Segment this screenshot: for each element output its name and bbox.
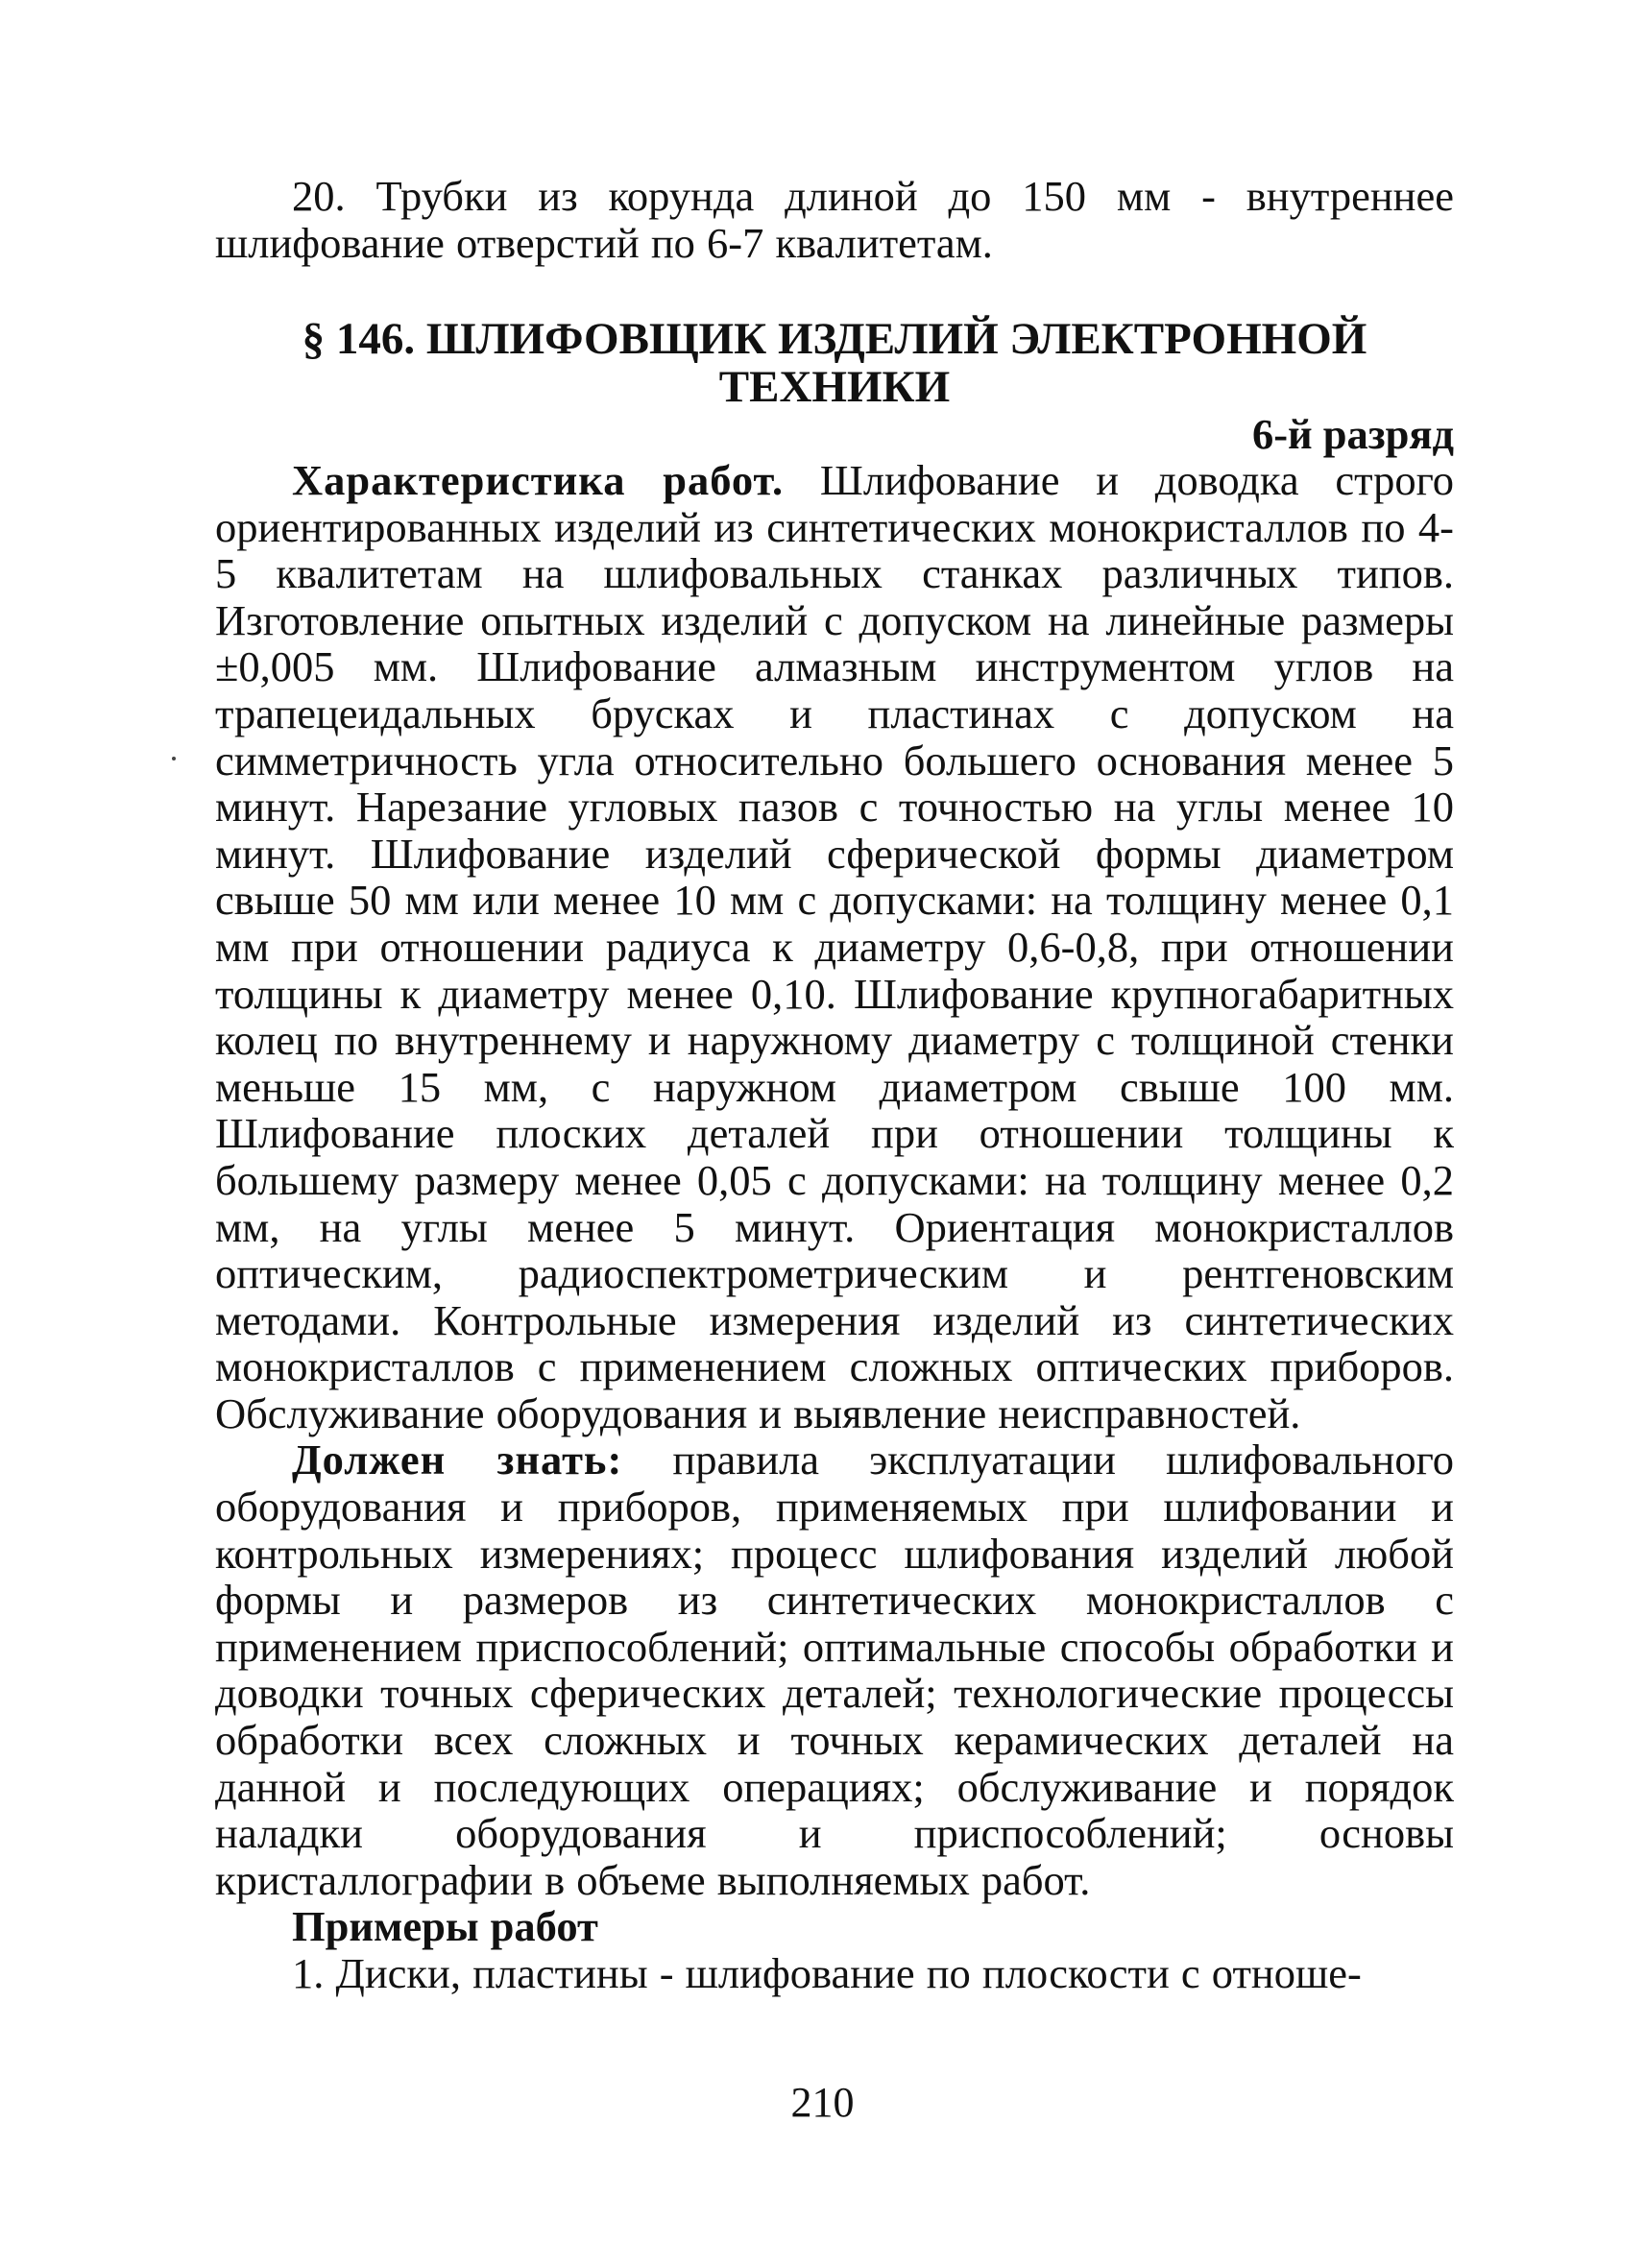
intro-paragraph: 20. Трубки из корунда длиной до 150 мм - внутреннее шлифование отверстий по 6-7 квалитетам. xyxy=(215,172,1454,267)
knowledge-label: Должен знать: xyxy=(292,1436,623,1484)
section-title-line1: § 146. ШЛИФОВЩИК ИЗДЕЛИЙ ЭЛЕКТРОННОЙ xyxy=(302,314,1367,364)
intro-block xyxy=(215,173,1454,266)
grade-label: 6-й разряд xyxy=(1251,410,1454,458)
page-number: 210 xyxy=(790,2079,855,2126)
example-item-1: 1. Диски, пластины - шлифование по плоскости с отноше- xyxy=(292,1949,1362,1997)
knowledge-paragraph xyxy=(215,1436,1454,1903)
examples-heading: Примеры работ xyxy=(292,1902,598,1951)
characteristics-text: Шлифование и доводка строго ориентированных изделий из синтетических монокристаллов по 4-5 квалитетам на шлифовальных станках различных типов. Изготовление опытных изделий с допуском на линейные размеры ±0,005 мм. Шлифование алмазным инструментом углов на трапецеидальных брусках и пластинах с допуском на симметричность угла относительно большего основания менее 5 минут. Нарезание угловых пазов с точностью на углы менее 10 минут. Шлифование изделий сферической формы диаметром свыше 50 мм или менее 10 мм с допусками: на толщину менее 0,1 мм при отношении радиуса к диаметру 0,6-0,8, при отношении толщины к диаметру менее 0,10. Шлифование крупногабаритных колец по внутреннему и наружному диаметру с толщиной стенки меньше 15 мм, с наружном диаметром свыше 100 мм. Шлифование плоских деталей при отношении толщины к большему размеру менее 0,05 с допусками: на толщину менее 0,2 мм, на углы менее 5 минут. Ориентация монокристаллов оптическим, радиоспектрометрическим и рентгеновским методами. Контрольные измерения изделий из синтетических монокристаллов с применением сложных оптических приборов. Обслуживание оборудования и выявление неисправностей. xyxy=(215,456,1455,1437)
main-text xyxy=(215,457,1454,1997)
margin-dot xyxy=(172,757,176,760)
section-title-line2: ТЕХНИКИ xyxy=(718,362,951,412)
characteristics-label: Характеристика работ. xyxy=(292,456,785,504)
section-heading xyxy=(215,315,1454,411)
knowledge-text: правила эксплуатации шлифовального оборудования и приборов, применяемых при шлифовании и контрольных измерениях; процесс шлифования изделий любой формы и размеров из синтетических монокристаллов с применением приспособлений; оптимальные способы обработки и доводки точных сферических деталей; технологические процессы обработки всех сложных и точных керамических деталей на данной и последующих операциях; обслуживание и порядок наладки оборудования и приспособлений; основы кристаллографии в объеме выполняемых работ. xyxy=(215,1436,1455,1904)
characteristics-paragraph xyxy=(215,457,1454,1436)
